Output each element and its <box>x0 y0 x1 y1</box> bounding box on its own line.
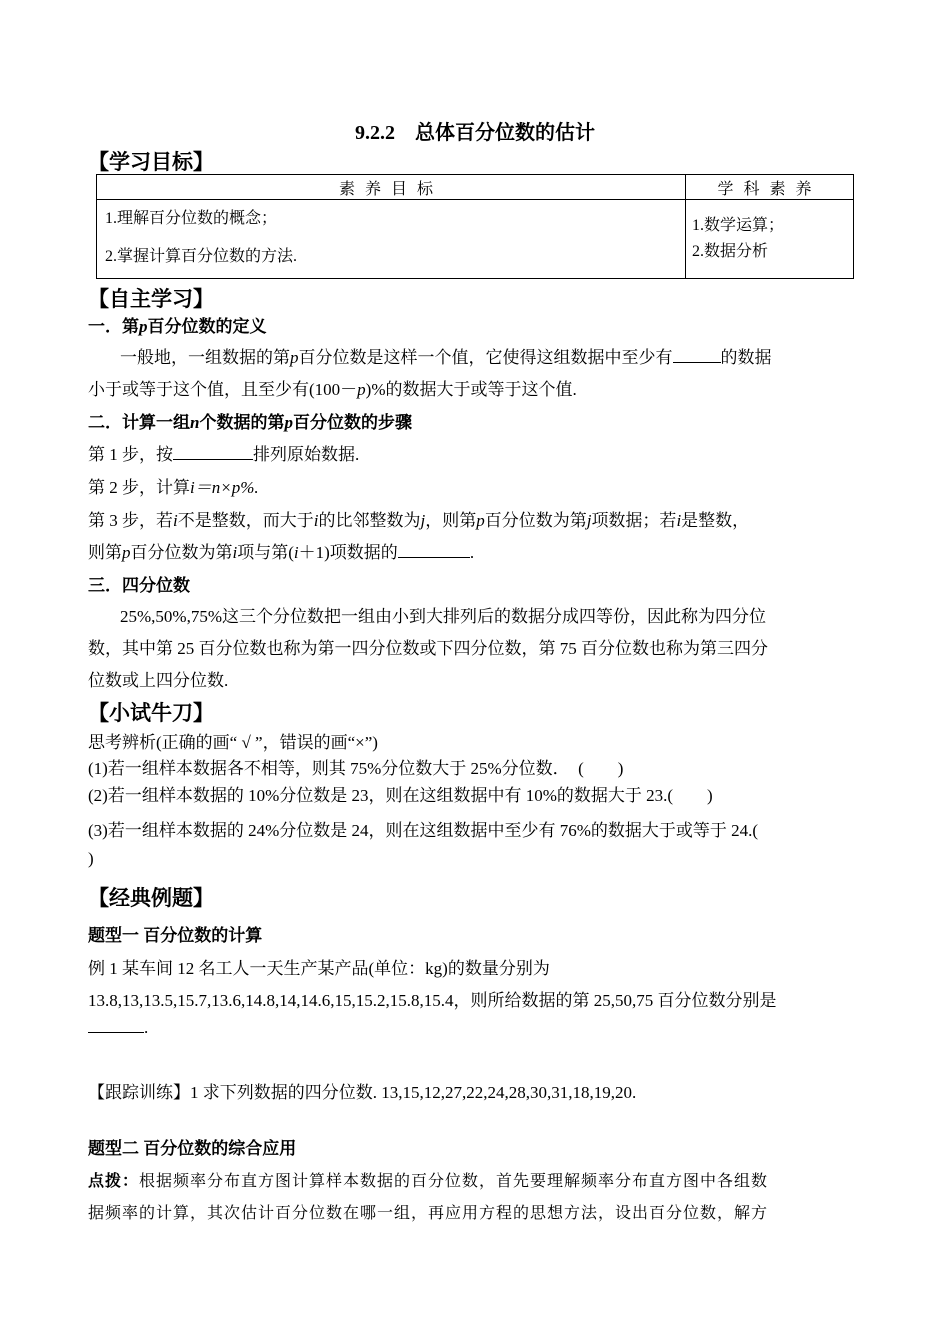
section-try: 【小试牛刀】 <box>88 701 214 725</box>
var-p: p <box>139 317 148 336</box>
goals-discipline-cell <box>686 200 854 279</box>
example1-line-2: 13.8,13,13.5,15.7,13.6,14.8,14,14.6,15,15.2,15.8,15.4，则所给数据的第 25,50,75 百分位数分别是 <box>88 991 777 1010</box>
quartile-line-3: 位数或上四分位数. <box>88 671 229 690</box>
try-question-3: (3)若一组样本数据的 24%分位数是 24，则在这组数据中至少有 76%的数据大于或等于 24.( <box>88 821 759 840</box>
text: 百分位数为第 <box>484 511 587 530</box>
text: 排列原始数据. <box>253 445 360 464</box>
text: 百分位数是这样一个值，它使得这组数据中至少有 <box>298 348 673 367</box>
text: 的数据 <box>720 348 772 367</box>
fill-blank <box>173 443 253 460</box>
section-examples: 【经典例题】 <box>88 886 214 910</box>
var-p: p <box>122 543 131 562</box>
tip-line-1 <box>88 1168 768 1191</box>
tip-label: 点拨： <box>88 1173 140 1190</box>
goals-literacy-cell <box>97 200 686 279</box>
var-n: n <box>190 413 200 432</box>
goal-item: 2.掌握计算百分位数的方法. <box>105 248 298 265</box>
fill-blank <box>398 541 470 558</box>
part2-heading <box>88 408 412 433</box>
goals-table <box>96 174 854 279</box>
section-self-study: 【自主学习】 <box>88 287 214 311</box>
text: 第 1 步，按 <box>88 445 173 464</box>
heading-text: 一．第 <box>88 317 139 336</box>
definition-line-1 <box>120 343 772 368</box>
var-i: i <box>313 511 319 530</box>
example1-line-1: 例 1 某车间 12 名工人一天生产某产品(单位：kg)的数量分别为 <box>88 959 550 978</box>
text: ＋1)项数据的 <box>298 543 398 562</box>
part3-heading: 三．四分位数 <box>88 576 190 595</box>
heading-text: 个数据的第 <box>199 413 285 432</box>
type2-heading: 题型二 百分位数的综合应用 <box>88 1139 297 1158</box>
text: 项数据；若 <box>591 511 677 530</box>
text: 小于或等于这个值，且至少有(100－ <box>88 380 358 399</box>
text: ，则第 <box>425 511 477 530</box>
discipline-item: 1.数学运算； <box>692 217 785 234</box>
var-i: i <box>232 543 238 562</box>
example1-line-3 <box>88 1016 148 1038</box>
var-j: j <box>586 511 592 530</box>
text: 一般地，一组数据的第 <box>120 348 290 367</box>
text: 则第 <box>88 543 122 562</box>
step-3 <box>88 506 749 531</box>
goal-item: 1.理解百分位数的概念； <box>105 210 278 227</box>
section-learning-goals: 【学习目标】 <box>88 150 214 174</box>
fill-blank <box>88 1016 144 1033</box>
var-i: i <box>173 511 178 530</box>
var-p: p <box>284 413 293 432</box>
tip-line-2: 据频率的计算，其次估计百分位数在哪一组，再应用方程的思想方法，设出百分位数，解方 <box>88 1205 769 1222</box>
part1-heading <box>88 312 267 337</box>
text: . <box>144 1018 149 1037</box>
step-2 <box>88 473 259 498</box>
try-question-3-end: ) <box>88 849 94 868</box>
text: . <box>469 543 475 562</box>
heading-text: 百分位数的定义 <box>147 317 267 336</box>
try-question-1: (1)若一组样本数据各不相等，则其 75%分位数大于 25%分位数． ( ) <box>88 759 624 778</box>
try-question-2: (2)若一组样本数据的 10%分位数是 23，则在这组数据中有 10%的数据大于 23.( ) <box>88 786 713 805</box>
var-i: i <box>676 511 682 530</box>
text: 根据频率分布直方图计算样本数据的百分位数，首先要理解频率分布直方图中各组数 <box>139 1173 769 1190</box>
try-intro: 思考辨析(正确的画“ √ ”，错误的画“×”) <box>88 733 378 752</box>
quartile-line-2: 数，其中第 25 百分位数也称为第一四分位数或下四分位数，第 75 百分位数也称为第三四分 <box>88 639 768 658</box>
type1-heading: 题型一 百分位数的计算 <box>88 926 263 945</box>
heading-text: 二．计算一组 <box>88 413 190 432</box>
text: 第 3 步，若 <box>88 511 173 530</box>
var-p: p <box>290 348 299 367</box>
text: )%的数据大于或等于这个值. <box>365 380 577 399</box>
quartile-line-1: 25%,50%,75%这三个分位数把一组由小到大排列后的数据分成四等份，因此称为四分位 <box>120 607 766 626</box>
goals-header-literacy: 素养目标 <box>97 175 686 200</box>
goals-header-discipline: 学科素养 <box>686 175 854 200</box>
heading-text: 百分位数的步骤 <box>292 413 412 432</box>
var-p: p <box>357 380 366 399</box>
var-j: j <box>420 511 426 530</box>
tracking-exercise-1: 【跟踪训练】1 求下列数据的四分位数. 13,15,12,27,22,24,28,30,31,18,19,20. <box>88 1083 637 1102</box>
formula: i＝n×p%. <box>190 478 259 497</box>
fill-blank <box>673 346 721 363</box>
text: 项与第( <box>237 543 294 562</box>
page-title: 9.2.2 总体百分位数的估计 <box>355 122 595 144</box>
text: 的比邻整数为 <box>318 511 421 530</box>
discipline-item: 2.数据分析 <box>692 243 769 260</box>
text: 第 2 步，计算 <box>88 478 190 497</box>
text: 不是整数，而大于 <box>177 511 314 530</box>
step-1 <box>88 440 359 465</box>
definition-line-2 <box>88 375 577 400</box>
var-i: i <box>293 543 299 562</box>
var-p: p <box>476 511 485 530</box>
text: 百分位数为第 <box>130 543 233 562</box>
step-3-continued <box>88 538 474 563</box>
text: 是整数， <box>681 511 750 530</box>
